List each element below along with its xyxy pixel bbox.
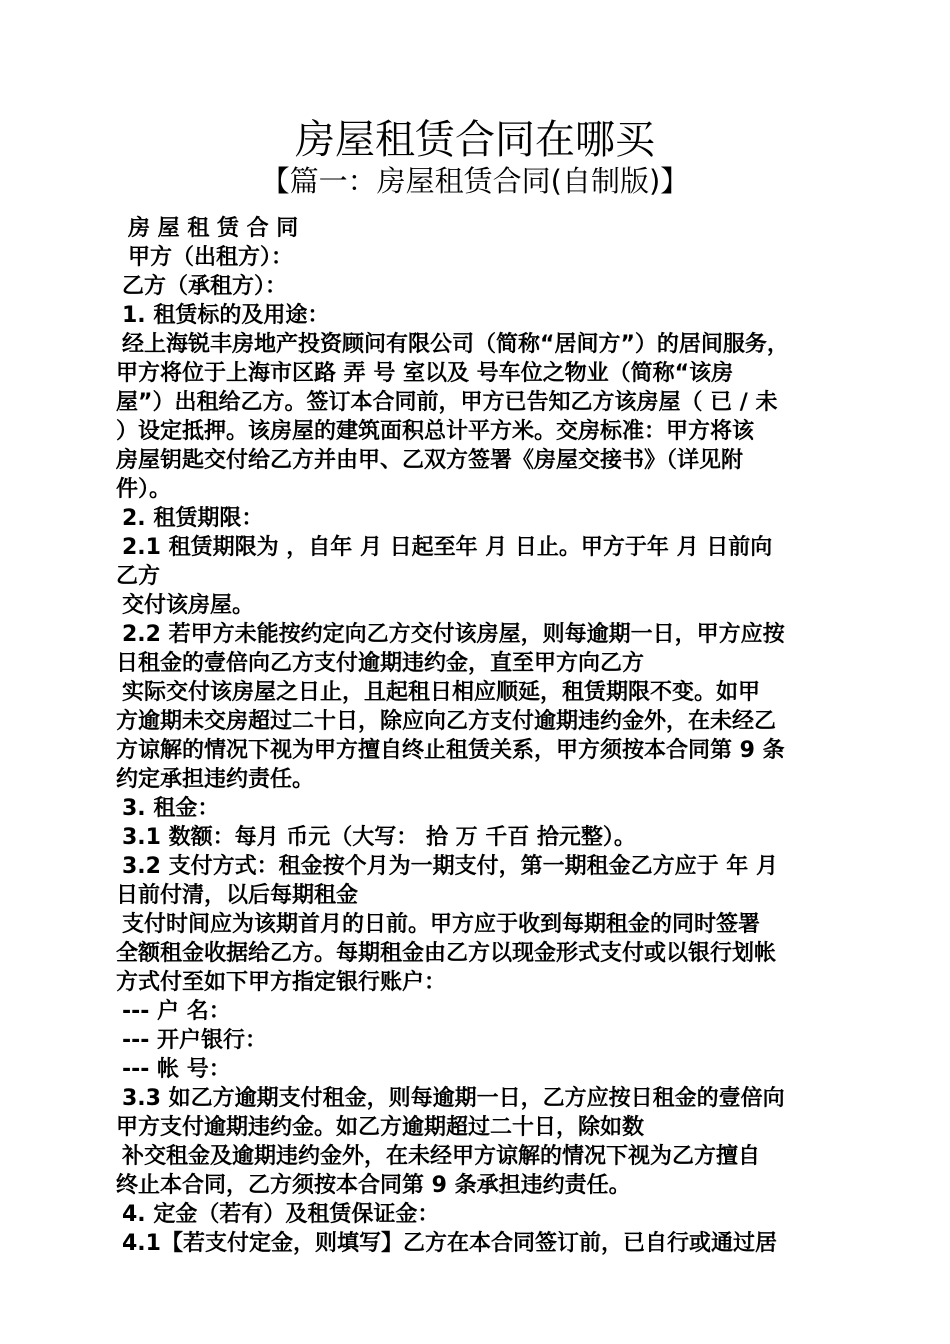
text-line: 乙方（承租方）：: [122, 274, 288, 299]
section-heading: 4. 定金（若有）及租赁保证金：: [122, 1202, 440, 1227]
section-heading: 3. 租金：: [122, 796, 220, 821]
text-line: 全额租金收据给乙方。每期租金由乙方以现金形式支付或以银行划帐: [116, 941, 777, 966]
text-line: 乙方: [116, 564, 161, 589]
text-line: 屋”）出租给乙方。签订本合同前，甲方已告知乙方该房屋（ 已 / 未: [116, 390, 778, 415]
text-line: 方式付至如下甲方指定银行账户：: [116, 970, 447, 995]
text-line: 日租金的壹倍向乙方支付逾期违约金，直至甲方向乙方: [116, 651, 645, 676]
contract-heading: 房 屋 租 赁 合 同: [128, 216, 299, 241]
text-line: 甲方将位于上海市区路 弄 号 室以及 号车位之物业（简称“该房: [116, 361, 734, 386]
text-line: 交付该房屋。: [122, 593, 255, 618]
text-line: 补交租金及逾期违约金外，在未经甲方谅解的情况下视为乙方擅自: [122, 1144, 761, 1169]
text-line: 3.1 数额：每月 币元（大写： 拾 万 千百 拾元整）。: [122, 825, 636, 850]
text-line: 2.2 若甲方未能按约定向乙方交付该房屋，则每逾期一日，甲方应按: [122, 622, 785, 647]
text-line: 房屋钥匙交付给乙方并由甲、乙双方签署《房屋交接书》（详见附: [116, 448, 744, 473]
section-heading: 2. 租赁期限：: [122, 506, 264, 531]
account-name-line: --- 户 名：: [122, 999, 231, 1024]
account-number-line: --- 帐 号：: [122, 1057, 231, 1082]
text-line: 甲方（出租方）：: [128, 245, 294, 270]
text-line: 方谅解的情况下视为甲方擅自终止租赁关系，甲方须按本合同第 9 条: [116, 738, 785, 763]
bank-line: --- 开户银行：: [122, 1028, 268, 1053]
text-line: 日前付清，以后每期租金: [116, 883, 359, 908]
text-line: 甲方支付逾期违约金。如乙方逾期超过二十日，除如数: [116, 1115, 645, 1140]
text-line: 3.2 支付方式：租金按个月为一期支付，第一期租金乙方应于 年 月: [122, 854, 778, 879]
text-line: 2.1 租赁期限为 ，自年 月 日起至年 月 日止。甲方于年 月 日前向: [122, 535, 773, 560]
document-title: 房屋租赁合同在哪买: [295, 117, 655, 163]
text-line: ）设定抵押。该房屋的建筑面积总计平方米。交房标准：甲方将该: [116, 419, 755, 444]
text-line: 终止本合同，乙方须按本合同第 9 条承担违约责任。: [116, 1173, 631, 1198]
text-line: 经上海锐丰房地产投资顾问有限公司（简称“居间方”）的居间服务，: [122, 332, 789, 357]
text-line: 方逾期未交房超过二十日，除应向乙方支付逾期违约金外，在未经乙: [116, 709, 777, 734]
text-line: 3.3 如乙方逾期支付租金，则每逾期一日，乙方应按日租金的壹倍向: [122, 1086, 785, 1111]
document-subtitle: 【篇一：房屋租赁合同(自制版)】: [260, 164, 690, 198]
contract-body: [116, 214, 838, 1258]
text-line: 支付时间应为该期首月的日前。甲方应于收到每期租金的同时签署: [122, 912, 761, 937]
text-line: 约定承担违约责任。: [116, 767, 315, 792]
text-line: 4.1【若支付定金，则填写】乙方在本合同签订前，已自行或通过居: [122, 1231, 777, 1256]
section-heading: 1. 租赁标的及用途：: [122, 303, 330, 328]
text-line: 件）。: [116, 477, 172, 502]
text-line: 实际交付该房屋之日止，且起租日相应顺延，租赁期限不变。如甲: [122, 680, 761, 705]
